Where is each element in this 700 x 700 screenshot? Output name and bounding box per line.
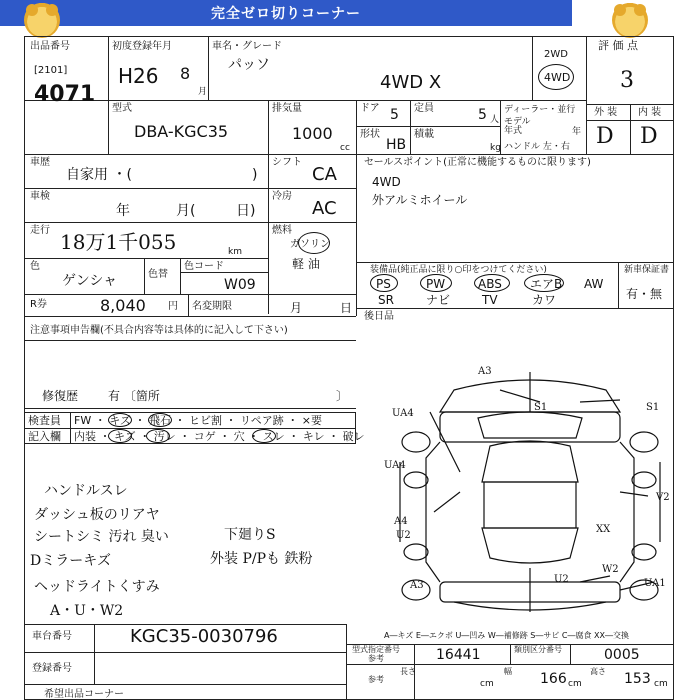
ac-label: 冷房	[272, 191, 292, 202]
note-4: Dミラーキズ	[30, 553, 111, 569]
score-interior: D	[640, 124, 658, 149]
cert-value: 16441	[436, 647, 481, 663]
mark-chip-circle	[148, 413, 172, 427]
drive-4wd: 4WD	[544, 71, 571, 84]
registration-era: H26	[118, 64, 159, 88]
mark-scratch-circle	[108, 413, 132, 427]
insurance-value: 有・無	[626, 287, 663, 301]
ac-value: AC	[312, 198, 337, 219]
sales-point-1: 4WD	[372, 175, 401, 189]
mark-u2-rear: U2	[554, 574, 569, 585]
color-code-label: 色コード	[184, 261, 224, 272]
chassis-value: KGC35-0030796	[130, 626, 278, 647]
note-6: A・U・W2	[50, 603, 124, 619]
equip-aw: AW	[584, 277, 604, 291]
lot-sub: [2101]	[34, 65, 68, 76]
equip-ps: PS	[376, 277, 391, 291]
width-label: 幅	[504, 667, 512, 676]
displacement-label: 排気量	[272, 103, 302, 114]
equip-leather: カワ	[532, 293, 557, 307]
repair-label: 修復歴	[42, 389, 79, 403]
color-swap-label: 色替	[148, 269, 168, 280]
mark-a3-top: A3	[478, 366, 492, 377]
mark-a3-rear: A3	[410, 580, 424, 591]
underbody-2: 外装 P/Pも 鉄粉	[210, 551, 313, 567]
mark-s1-right: S1	[646, 402, 660, 413]
class-value: 0005	[604, 647, 640, 663]
class-label: 類別区分番号	[514, 645, 562, 654]
width-unit: cm	[568, 679, 582, 689]
car-damage-diagram	[380, 362, 680, 624]
drive-2wd: 2WD	[544, 49, 568, 60]
load-unit: kg	[490, 143, 501, 153]
score-interior-label: 内 装	[638, 107, 662, 118]
color-code: W09	[224, 277, 256, 293]
cert-ref-label: 参考	[368, 654, 384, 663]
mark-a4: A4	[394, 516, 408, 527]
recycle-unit: 円	[168, 301, 178, 312]
history-close: )	[252, 167, 258, 183]
lot-number: 4071	[34, 82, 96, 107]
history-label: 車歴	[30, 157, 50, 168]
length-label: 長さ	[400, 667, 416, 676]
shift-label: シフト	[272, 157, 302, 168]
mark-xx: XX	[596, 524, 611, 535]
note-3: シートシミ 汚れ 臭い	[34, 529, 169, 545]
load-label: 積載	[414, 129, 434, 140]
lot-label: 出品番号	[30, 41, 70, 52]
capacity-unit: 人	[490, 115, 500, 125]
mileage-unit: km	[228, 247, 242, 257]
score-exterior: D	[596, 124, 614, 149]
equipment-label: 装備品(純正品に限り○印をつけてください)	[370, 265, 547, 275]
inspection-day: 日)	[236, 203, 256, 219]
fuel-diesel: 軽 油	[292, 257, 320, 271]
mascot-left-icon	[24, 2, 60, 38]
registration-month: 8	[180, 64, 191, 83]
insurance-label: 新車保証書	[624, 265, 670, 275]
handle-label: ハンドル 左・右	[504, 142, 570, 152]
spec-ref-label: 参考	[368, 675, 384, 684]
name-change-label: 名変期限	[192, 301, 232, 312]
note-2: ダッシュ板のリアヤ	[34, 507, 160, 523]
model-value: DBA-KGC35	[134, 122, 229, 141]
reg-no-label: 登録番号	[32, 663, 72, 674]
equip-navi: ナビ	[426, 293, 451, 307]
damage-legend: A―キズ E―エクボ U―凹み W―補修跡 S―サビ C―腐食 XX―交換	[384, 631, 630, 640]
model-label: 型式	[112, 103, 132, 114]
displacement-unit: cc	[340, 143, 350, 153]
registration-month-unit: 月	[198, 87, 208, 97]
notes-label: 注意事項申告欄(不具合内容等は具体的に記入して下さい)	[30, 325, 288, 336]
name-change-day: 日	[340, 301, 353, 315]
capacity-value: 5	[478, 107, 487, 123]
shape-value: HB	[386, 137, 407, 153]
score-value: 3	[620, 68, 634, 93]
mark-ua1: UA1	[644, 578, 666, 589]
length-unit: cm	[480, 679, 494, 689]
doors-value: 5	[390, 107, 399, 123]
repair-close: 〕	[336, 389, 349, 403]
fuel-label: 燃料	[272, 225, 292, 236]
chassis-label: 車台番号	[32, 631, 72, 642]
mileage-value: 18万1千055	[60, 230, 177, 254]
inspection-year: 年	[116, 203, 130, 219]
mark-int-scratch-circle	[108, 429, 132, 443]
fuel-gasoline: ガソリン	[290, 239, 330, 250]
height-value: 153	[624, 671, 651, 687]
height-label: 高さ	[590, 667, 606, 676]
capacity-label: 定員	[414, 103, 434, 114]
equip-airbag: エアB	[530, 277, 563, 291]
mark-wear-circle	[252, 429, 276, 443]
repair-value: 有 〔箇所	[108, 389, 160, 403]
equip-abs: ABS	[478, 277, 502, 291]
registration-label: 初度登録年月	[112, 41, 172, 52]
inspection-month: 月(	[176, 203, 196, 219]
mark-s1-left: S1	[534, 402, 548, 413]
height-unit: cm	[654, 679, 668, 689]
recycle-label: R券	[30, 299, 47, 310]
recycle-value: 8,040	[100, 296, 146, 315]
score-label: 評 価 点	[598, 39, 638, 52]
mark-u2-left: U2	[396, 530, 411, 541]
doors-label: ドア	[360, 103, 380, 114]
equip-pw: PW	[426, 277, 446, 291]
entry-label: 記入欄	[28, 430, 61, 443]
mark-v2: V2	[656, 492, 670, 503]
entry-row: 内装 ・ キズ ・ 汚レ ・ コゲ ・ 穴 ・ スレ ・ キレ ・ 破レ	[74, 430, 365, 443]
cert-label: 型式指定番号	[352, 645, 400, 654]
model-year-unit: 年	[572, 127, 582, 137]
note-1: ハンドルスレ	[44, 483, 128, 499]
history-value: 自家用 ・(	[66, 167, 132, 183]
banner-title: 完全ゼロ切りコーナー	[0, 0, 572, 26]
shape-label: 形状	[360, 129, 380, 140]
sales-points-label: セールスポイント(正常に機能するものに限ります)	[364, 157, 591, 168]
score-exterior-label: 外 装	[594, 107, 618, 118]
displacement-value: 1000	[292, 124, 333, 143]
dealer-label: ディーラー・並行	[504, 105, 576, 115]
car-grade: 4WD X	[380, 72, 442, 93]
mark-dirt-circle	[146, 429, 170, 443]
inspection-label: 車検	[30, 191, 50, 202]
color-label: 色	[30, 261, 40, 272]
car-name: パッソ	[228, 57, 270, 73]
note-5: ヘッドライトくすみ	[34, 579, 160, 595]
car-label: 車名・グレード	[212, 41, 282, 52]
sales-point-2: 外アルミホイール	[372, 193, 468, 207]
mark-ua4-side: UA4	[384, 460, 406, 471]
footer-label: 希望出品コーナー	[44, 689, 124, 700]
mark-ua4-front: UA4	[392, 408, 414, 419]
model-year-label: モデル 年式	[504, 117, 531, 136]
equip-sr: SR	[378, 293, 394, 307]
underbody-1: 下廻りS	[224, 527, 276, 543]
color-value: ゲンシャ	[62, 273, 118, 289]
inspector-label: 検査員	[28, 414, 61, 427]
mark-w2: W2	[602, 564, 619, 575]
shift-value: CA	[312, 164, 337, 185]
mascot-right-icon	[612, 2, 648, 38]
name-change-month: 月	[290, 301, 303, 315]
inspector-row: FW ・ キズ ・ 飛石 ・ ヒビ割 ・ リペア跡 ・ ×要	[74, 414, 322, 427]
post-install-label: 後日品	[364, 311, 394, 322]
mileage-label: 走行	[30, 225, 50, 236]
equip-tv: TV	[482, 293, 498, 307]
width-value: 166	[540, 671, 567, 687]
